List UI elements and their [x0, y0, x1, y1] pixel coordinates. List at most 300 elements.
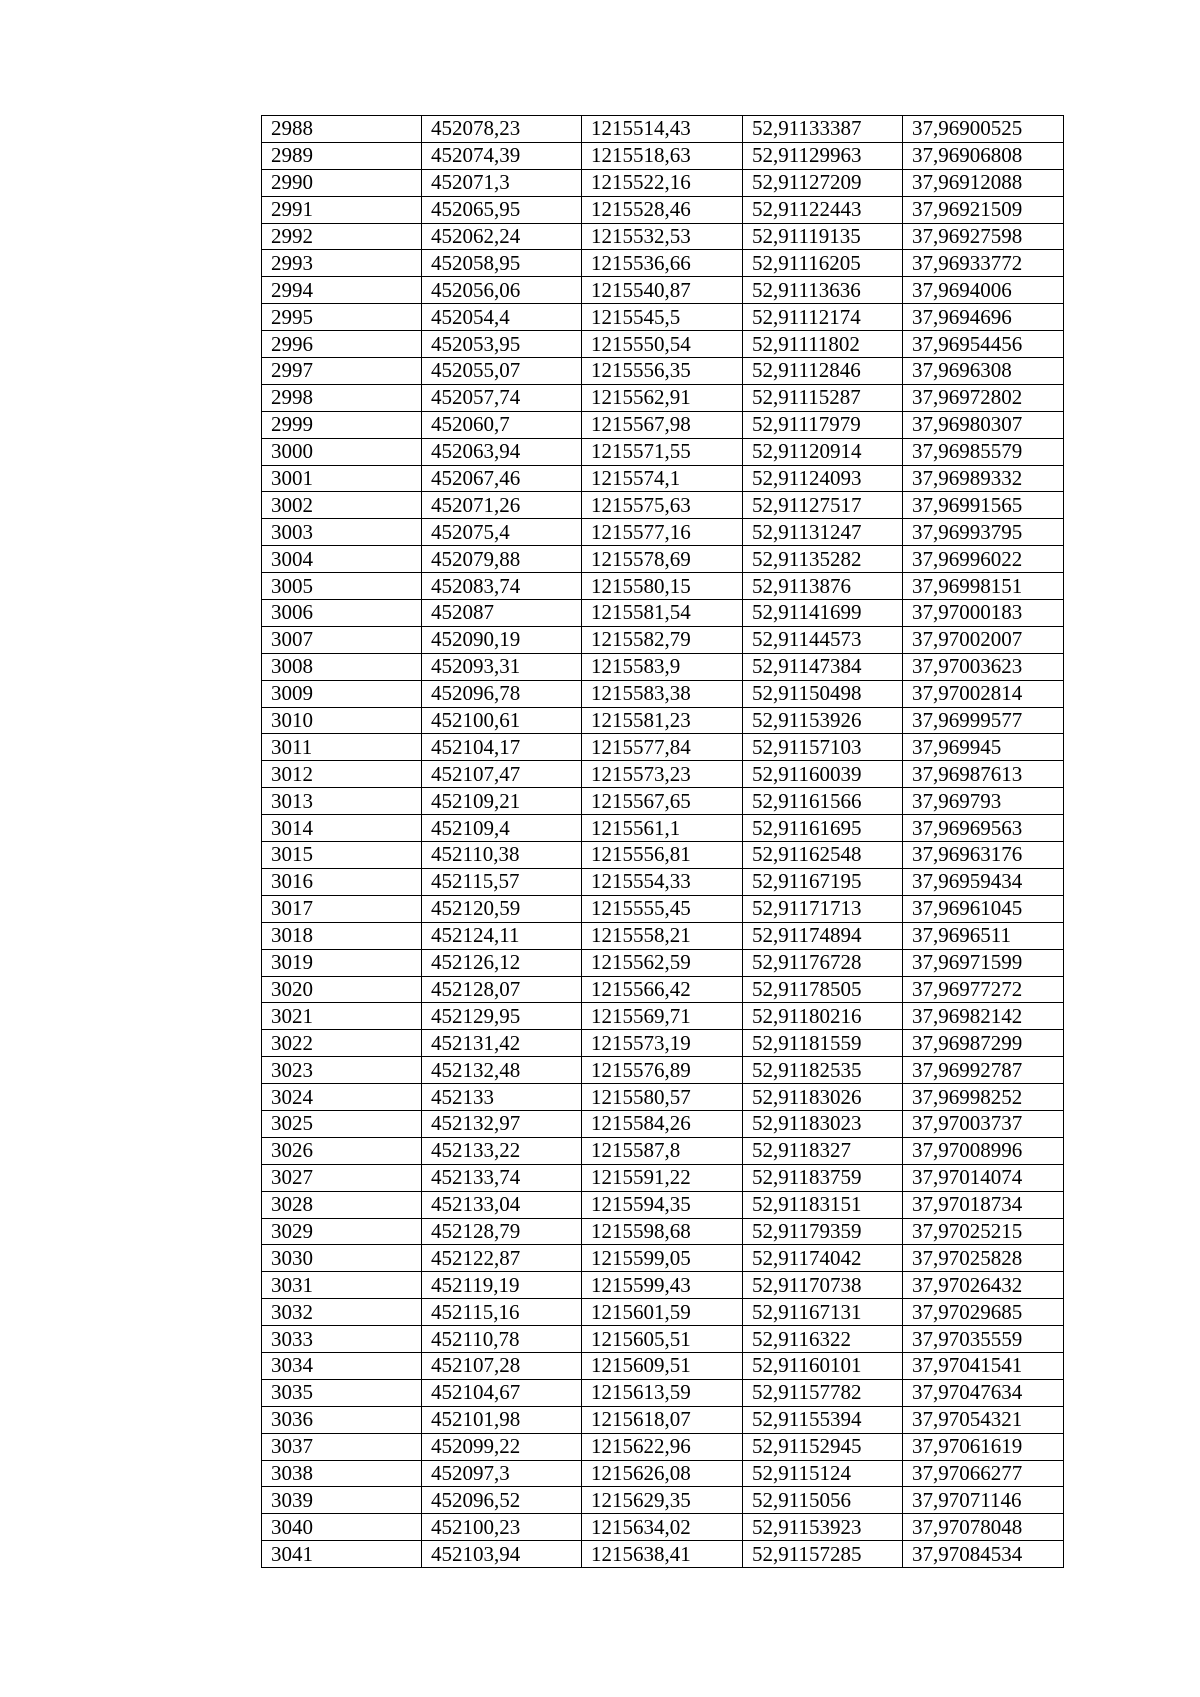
latitude-cell: 52,91112846 [743, 358, 903, 385]
x-coordinate-cell: 452054,4 [422, 304, 582, 331]
x-coordinate-cell: 452093,31 [422, 653, 582, 680]
x-coordinate-cell: 452104,17 [422, 734, 582, 761]
y-coordinate-cell: 1215575,63 [582, 492, 743, 519]
x-coordinate-cell: 452126,12 [422, 949, 582, 976]
table-row [262, 196, 1064, 223]
longitude-cell: 37,9696511 [903, 922, 1064, 949]
coordinates-table-body [262, 116, 1064, 1568]
longitude-cell: 37,96992787 [903, 1057, 1064, 1084]
point-number-cell: 3001 [262, 465, 422, 492]
point-number-cell: 3029 [262, 1218, 422, 1245]
latitude-cell: 52,9115124 [743, 1460, 903, 1487]
longitude-cell: 37,96954456 [903, 331, 1064, 358]
y-coordinate-cell: 1215594,35 [582, 1191, 743, 1218]
longitude-cell: 37,9694696 [903, 304, 1064, 331]
y-coordinate-cell: 1215618,07 [582, 1406, 743, 1433]
x-coordinate-cell: 452058,95 [422, 250, 582, 277]
point-number-cell: 3010 [262, 707, 422, 734]
x-coordinate-cell: 452124,11 [422, 922, 582, 949]
y-coordinate-cell: 1215609,51 [582, 1352, 743, 1379]
longitude-cell: 37,97000183 [903, 600, 1064, 627]
x-coordinate-cell: 452062,24 [422, 223, 582, 250]
longitude-cell: 37,96971599 [903, 949, 1064, 976]
table-row [262, 653, 1064, 680]
x-coordinate-cell: 452119,19 [422, 1272, 582, 1299]
latitude-cell: 52,91180216 [743, 1003, 903, 1030]
table-row [262, 1003, 1064, 1030]
latitude-cell: 52,91150498 [743, 680, 903, 707]
latitude-cell: 52,91129963 [743, 142, 903, 169]
longitude-cell: 37,97061619 [903, 1433, 1064, 1460]
x-coordinate-cell: 452110,38 [422, 842, 582, 869]
latitude-cell: 52,91111802 [743, 331, 903, 358]
x-coordinate-cell: 452132,48 [422, 1057, 582, 1084]
longitude-cell: 37,96906808 [903, 142, 1064, 169]
x-coordinate-cell: 452096,52 [422, 1487, 582, 1514]
table-row [262, 815, 1064, 842]
point-number-cell: 3039 [262, 1487, 422, 1514]
x-coordinate-cell: 452074,39 [422, 142, 582, 169]
y-coordinate-cell: 1215562,91 [582, 384, 743, 411]
longitude-cell: 37,97003623 [903, 653, 1064, 680]
y-coordinate-cell: 1215583,9 [582, 653, 743, 680]
x-coordinate-cell: 452131,42 [422, 1030, 582, 1057]
latitude-cell: 52,91127517 [743, 492, 903, 519]
x-coordinate-cell: 452120,59 [422, 895, 582, 922]
latitude-cell: 52,91162548 [743, 842, 903, 869]
point-number-cell: 3019 [262, 949, 422, 976]
x-coordinate-cell: 452109,21 [422, 788, 582, 815]
longitude-cell: 37,97054321 [903, 1406, 1064, 1433]
table-row [262, 895, 1064, 922]
longitude-cell: 37,96989332 [903, 465, 1064, 492]
y-coordinate-cell: 1215580,15 [582, 573, 743, 600]
y-coordinate-cell: 1215599,05 [582, 1245, 743, 1272]
table-row [262, 116, 1064, 143]
point-number-cell: 3034 [262, 1352, 422, 1379]
y-coordinate-cell: 1215567,98 [582, 411, 743, 438]
point-number-cell: 2992 [262, 223, 422, 250]
y-coordinate-cell: 1215532,53 [582, 223, 743, 250]
latitude-cell: 52,91116205 [743, 250, 903, 277]
longitude-cell: 37,96980307 [903, 411, 1064, 438]
y-coordinate-cell: 1215528,46 [582, 196, 743, 223]
latitude-cell: 52,91171713 [743, 895, 903, 922]
table-row [262, 304, 1064, 331]
latitude-cell: 52,91167195 [743, 868, 903, 895]
latitude-cell: 52,91152945 [743, 1433, 903, 1460]
longitude-cell: 37,97025215 [903, 1218, 1064, 1245]
latitude-cell: 52,91174894 [743, 922, 903, 949]
table-row [262, 1110, 1064, 1137]
point-number-cell: 2989 [262, 142, 422, 169]
table-row [262, 842, 1064, 869]
latitude-cell: 52,9115056 [743, 1487, 903, 1514]
longitude-cell: 37,97047634 [903, 1379, 1064, 1406]
longitude-cell: 37,96991565 [903, 492, 1064, 519]
latitude-cell: 52,91183026 [743, 1084, 903, 1111]
point-number-cell: 2988 [262, 116, 422, 143]
latitude-cell: 52,91174042 [743, 1245, 903, 1272]
y-coordinate-cell: 1215626,08 [582, 1460, 743, 1487]
latitude-cell: 52,91133387 [743, 116, 903, 143]
point-number-cell: 2990 [262, 169, 422, 196]
latitude-cell: 52,91157103 [743, 734, 903, 761]
latitude-cell: 52,91144573 [743, 626, 903, 653]
y-coordinate-cell: 1215577,84 [582, 734, 743, 761]
longitude-cell: 37,96982142 [903, 1003, 1064, 1030]
point-number-cell: 3041 [262, 1541, 422, 1568]
point-number-cell: 2998 [262, 384, 422, 411]
x-coordinate-cell: 452101,98 [422, 1406, 582, 1433]
longitude-cell: 37,96972802 [903, 384, 1064, 411]
y-coordinate-cell: 1215584,26 [582, 1110, 743, 1137]
point-number-cell: 2996 [262, 331, 422, 358]
table-row [262, 358, 1064, 385]
y-coordinate-cell: 1215573,19 [582, 1030, 743, 1057]
latitude-cell: 52,91113636 [743, 277, 903, 304]
x-coordinate-cell: 452133,74 [422, 1164, 582, 1191]
point-number-cell: 3016 [262, 868, 422, 895]
point-number-cell: 3031 [262, 1272, 422, 1299]
longitude-cell: 37,9696308 [903, 358, 1064, 385]
x-coordinate-cell: 452115,57 [422, 868, 582, 895]
latitude-cell: 52,91183023 [743, 1110, 903, 1137]
table-row [262, 1352, 1064, 1379]
y-coordinate-cell: 1215571,55 [582, 438, 743, 465]
table-row [262, 1326, 1064, 1353]
table-row [262, 1272, 1064, 1299]
latitude-cell: 52,91181559 [743, 1030, 903, 1057]
point-number-cell: 2999 [262, 411, 422, 438]
latitude-cell: 52,91135282 [743, 546, 903, 573]
x-coordinate-cell: 452103,94 [422, 1541, 582, 1568]
y-coordinate-cell: 1215522,16 [582, 169, 743, 196]
longitude-cell: 37,97025828 [903, 1245, 1064, 1272]
latitude-cell: 52,9116322 [743, 1326, 903, 1353]
latitude-cell: 52,91127209 [743, 169, 903, 196]
table-row [262, 277, 1064, 304]
point-number-cell: 2991 [262, 196, 422, 223]
latitude-cell: 52,91131247 [743, 519, 903, 546]
table-row [262, 169, 1064, 196]
y-coordinate-cell: 1215581,54 [582, 600, 743, 627]
table-row [262, 492, 1064, 519]
longitude-cell: 37,97008996 [903, 1137, 1064, 1164]
longitude-cell: 37,97029685 [903, 1299, 1064, 1326]
y-coordinate-cell: 1215598,68 [582, 1218, 743, 1245]
longitude-cell: 37,969945 [903, 734, 1064, 761]
y-coordinate-cell: 1215576,89 [582, 1057, 743, 1084]
longitude-cell: 37,97018734 [903, 1191, 1064, 1218]
table-row [262, 1164, 1064, 1191]
latitude-cell: 52,9113876 [743, 573, 903, 600]
y-coordinate-cell: 1215554,33 [582, 868, 743, 895]
point-number-cell: 3035 [262, 1379, 422, 1406]
x-coordinate-cell: 452075,4 [422, 519, 582, 546]
latitude-cell: 52,91178505 [743, 976, 903, 1003]
table-row [262, 868, 1064, 895]
latitude-cell: 52,91161566 [743, 788, 903, 815]
longitude-cell: 37,96927598 [903, 223, 1064, 250]
table-row [262, 411, 1064, 438]
point-number-cell: 3000 [262, 438, 422, 465]
y-coordinate-cell: 1215574,1 [582, 465, 743, 492]
x-coordinate-cell: 452100,61 [422, 707, 582, 734]
table-row [262, 250, 1064, 277]
longitude-cell: 37,96969563 [903, 815, 1064, 842]
y-coordinate-cell: 1215613,59 [582, 1379, 743, 1406]
point-number-cell: 3040 [262, 1514, 422, 1541]
x-coordinate-cell: 452104,67 [422, 1379, 582, 1406]
point-number-cell: 3011 [262, 734, 422, 761]
point-number-cell: 3028 [262, 1191, 422, 1218]
y-coordinate-cell: 1215569,71 [582, 1003, 743, 1030]
latitude-cell: 52,91182535 [743, 1057, 903, 1084]
y-coordinate-cell: 1215582,79 [582, 626, 743, 653]
x-coordinate-cell: 452055,07 [422, 358, 582, 385]
point-number-cell: 3003 [262, 519, 422, 546]
longitude-cell: 37,96900525 [903, 116, 1064, 143]
longitude-cell: 37,96977272 [903, 976, 1064, 1003]
table-row [262, 1460, 1064, 1487]
y-coordinate-cell: 1215555,45 [582, 895, 743, 922]
y-coordinate-cell: 1215556,81 [582, 842, 743, 869]
y-coordinate-cell: 1215561,1 [582, 815, 743, 842]
longitude-cell: 37,97002007 [903, 626, 1064, 653]
point-number-cell: 3037 [262, 1433, 422, 1460]
point-number-cell: 2993 [262, 250, 422, 277]
table-row [262, 1245, 1064, 1272]
table-row [262, 922, 1064, 949]
longitude-cell: 37,96985579 [903, 438, 1064, 465]
table-row [262, 223, 1064, 250]
longitude-cell: 37,96963176 [903, 842, 1064, 869]
y-coordinate-cell: 1215605,51 [582, 1326, 743, 1353]
y-coordinate-cell: 1215566,42 [582, 976, 743, 1003]
y-coordinate-cell: 1215578,69 [582, 546, 743, 573]
point-number-cell: 3020 [262, 976, 422, 1003]
latitude-cell: 52,91155394 [743, 1406, 903, 1433]
point-number-cell: 3022 [262, 1030, 422, 1057]
longitude-cell: 37,97071146 [903, 1487, 1064, 1514]
x-coordinate-cell: 452133,04 [422, 1191, 582, 1218]
x-coordinate-cell: 452083,74 [422, 573, 582, 600]
point-number-cell: 3009 [262, 680, 422, 707]
table-row [262, 788, 1064, 815]
point-number-cell: 3024 [262, 1084, 422, 1111]
y-coordinate-cell: 1215629,35 [582, 1487, 743, 1514]
x-coordinate-cell: 452078,23 [422, 116, 582, 143]
table-row [262, 1218, 1064, 1245]
point-number-cell: 3023 [262, 1057, 422, 1084]
x-coordinate-cell: 452129,95 [422, 1003, 582, 1030]
latitude-cell: 52,91160101 [743, 1352, 903, 1379]
table-row [262, 976, 1064, 1003]
y-coordinate-cell: 1215545,5 [582, 304, 743, 331]
latitude-cell: 52,91117979 [743, 411, 903, 438]
longitude-cell: 37,969793 [903, 788, 1064, 815]
point-number-cell: 3017 [262, 895, 422, 922]
point-number-cell: 3013 [262, 788, 422, 815]
table-row [262, 1406, 1064, 1433]
point-number-cell: 3038 [262, 1460, 422, 1487]
table-row [262, 1084, 1064, 1111]
longitude-cell: 37,9694006 [903, 277, 1064, 304]
latitude-cell: 52,91157782 [743, 1379, 903, 1406]
y-coordinate-cell: 1215536,66 [582, 250, 743, 277]
point-number-cell: 3005 [262, 573, 422, 600]
longitude-cell: 37,97078048 [903, 1514, 1064, 1541]
x-coordinate-cell: 452067,46 [422, 465, 582, 492]
x-coordinate-cell: 452107,47 [422, 761, 582, 788]
y-coordinate-cell: 1215587,8 [582, 1137, 743, 1164]
table-row [262, 546, 1064, 573]
table-row [262, 707, 1064, 734]
x-coordinate-cell: 452063,94 [422, 438, 582, 465]
latitude-cell: 52,91161695 [743, 815, 903, 842]
x-coordinate-cell: 452056,06 [422, 277, 582, 304]
point-number-cell: 2997 [262, 358, 422, 385]
latitude-cell: 52,91124093 [743, 465, 903, 492]
y-coordinate-cell: 1215622,96 [582, 1433, 743, 1460]
latitude-cell: 52,91147384 [743, 653, 903, 680]
latitude-cell: 52,91160039 [743, 761, 903, 788]
y-coordinate-cell: 1215599,43 [582, 1272, 743, 1299]
x-coordinate-cell: 452096,78 [422, 680, 582, 707]
longitude-cell: 37,96987613 [903, 761, 1064, 788]
table-row [262, 142, 1064, 169]
x-coordinate-cell: 452071,3 [422, 169, 582, 196]
y-coordinate-cell: 1215601,59 [582, 1299, 743, 1326]
longitude-cell: 37,96933772 [903, 250, 1064, 277]
longitude-cell: 37,96996022 [903, 546, 1064, 573]
longitude-cell: 37,96961045 [903, 895, 1064, 922]
longitude-cell: 37,96998151 [903, 573, 1064, 600]
y-coordinate-cell: 1215577,16 [582, 519, 743, 546]
latitude-cell: 52,91153926 [743, 707, 903, 734]
latitude-cell: 52,91115287 [743, 384, 903, 411]
table-row [262, 949, 1064, 976]
latitude-cell: 52,91119135 [743, 223, 903, 250]
longitude-cell: 37,97003737 [903, 1110, 1064, 1137]
latitude-cell: 52,91183151 [743, 1191, 903, 1218]
x-coordinate-cell: 452107,28 [422, 1352, 582, 1379]
longitude-cell: 37,96921509 [903, 196, 1064, 223]
table-row [262, 1299, 1064, 1326]
table-row [262, 1379, 1064, 1406]
y-coordinate-cell: 1215518,63 [582, 142, 743, 169]
x-coordinate-cell: 452060,7 [422, 411, 582, 438]
table-row [262, 680, 1064, 707]
point-number-cell: 3036 [262, 1406, 422, 1433]
table-row [262, 573, 1064, 600]
x-coordinate-cell: 452057,74 [422, 384, 582, 411]
x-coordinate-cell: 452132,97 [422, 1110, 582, 1137]
x-coordinate-cell: 452122,87 [422, 1245, 582, 1272]
point-number-cell: 3033 [262, 1326, 422, 1353]
point-number-cell: 3006 [262, 600, 422, 627]
table-row [262, 384, 1064, 411]
longitude-cell: 37,97026432 [903, 1272, 1064, 1299]
x-coordinate-cell: 452133 [422, 1084, 582, 1111]
table-row [262, 1487, 1064, 1514]
x-coordinate-cell: 452079,88 [422, 546, 582, 573]
longitude-cell: 37,96959434 [903, 868, 1064, 895]
longitude-cell: 37,97035559 [903, 1326, 1064, 1353]
table-row [262, 600, 1064, 627]
point-number-cell: 3025 [262, 1110, 422, 1137]
y-coordinate-cell: 1215573,23 [582, 761, 743, 788]
y-coordinate-cell: 1215581,23 [582, 707, 743, 734]
x-coordinate-cell: 452133,22 [422, 1137, 582, 1164]
latitude-cell: 52,91122443 [743, 196, 903, 223]
y-coordinate-cell: 1215556,35 [582, 358, 743, 385]
table-row [262, 1057, 1064, 1084]
x-coordinate-cell: 452109,4 [422, 815, 582, 842]
longitude-cell: 37,96993795 [903, 519, 1064, 546]
latitude-cell: 52,9118327 [743, 1137, 903, 1164]
table-row [262, 465, 1064, 492]
longitude-cell: 37,97014074 [903, 1164, 1064, 1191]
point-number-cell: 3004 [262, 546, 422, 573]
longitude-cell: 37,96999577 [903, 707, 1064, 734]
y-coordinate-cell: 1215634,02 [582, 1514, 743, 1541]
x-coordinate-cell: 452128,79 [422, 1218, 582, 1245]
longitude-cell: 37,96912088 [903, 169, 1064, 196]
y-coordinate-cell: 1215558,21 [582, 922, 743, 949]
point-number-cell: 3027 [262, 1164, 422, 1191]
table-row [262, 519, 1064, 546]
y-coordinate-cell: 1215591,22 [582, 1164, 743, 1191]
table-row [262, 1030, 1064, 1057]
x-coordinate-cell: 452065,95 [422, 196, 582, 223]
y-coordinate-cell: 1215550,54 [582, 331, 743, 358]
latitude-cell: 52,91120914 [743, 438, 903, 465]
coordinates-table [261, 115, 1064, 1568]
x-coordinate-cell: 452100,23 [422, 1514, 582, 1541]
longitude-cell: 37,97084534 [903, 1541, 1064, 1568]
point-number-cell: 3012 [262, 761, 422, 788]
y-coordinate-cell: 1215514,43 [582, 116, 743, 143]
longitude-cell: 37,96998252 [903, 1084, 1064, 1111]
latitude-cell: 52,91170738 [743, 1272, 903, 1299]
x-coordinate-cell: 452099,22 [422, 1433, 582, 1460]
latitude-cell: 52,91176728 [743, 949, 903, 976]
longitude-cell: 37,97041541 [903, 1352, 1064, 1379]
point-number-cell: 2995 [262, 304, 422, 331]
point-number-cell: 3002 [262, 492, 422, 519]
latitude-cell: 52,91179359 [743, 1218, 903, 1245]
table-row [262, 1433, 1064, 1460]
table-row [262, 1137, 1064, 1164]
longitude-cell: 37,97002814 [903, 680, 1064, 707]
x-coordinate-cell: 452053,95 [422, 331, 582, 358]
point-number-cell: 3015 [262, 842, 422, 869]
longitude-cell: 37,97066277 [903, 1460, 1064, 1487]
latitude-cell: 52,91157285 [743, 1541, 903, 1568]
latitude-cell: 52,91112174 [743, 304, 903, 331]
point-number-cell: 3026 [262, 1137, 422, 1164]
x-coordinate-cell: 452087 [422, 600, 582, 627]
point-number-cell: 3014 [262, 815, 422, 842]
y-coordinate-cell: 1215580,57 [582, 1084, 743, 1111]
x-coordinate-cell: 452128,07 [422, 976, 582, 1003]
point-number-cell: 3021 [262, 1003, 422, 1030]
x-coordinate-cell: 452071,26 [422, 492, 582, 519]
table-row [262, 1191, 1064, 1218]
point-number-cell: 3007 [262, 626, 422, 653]
